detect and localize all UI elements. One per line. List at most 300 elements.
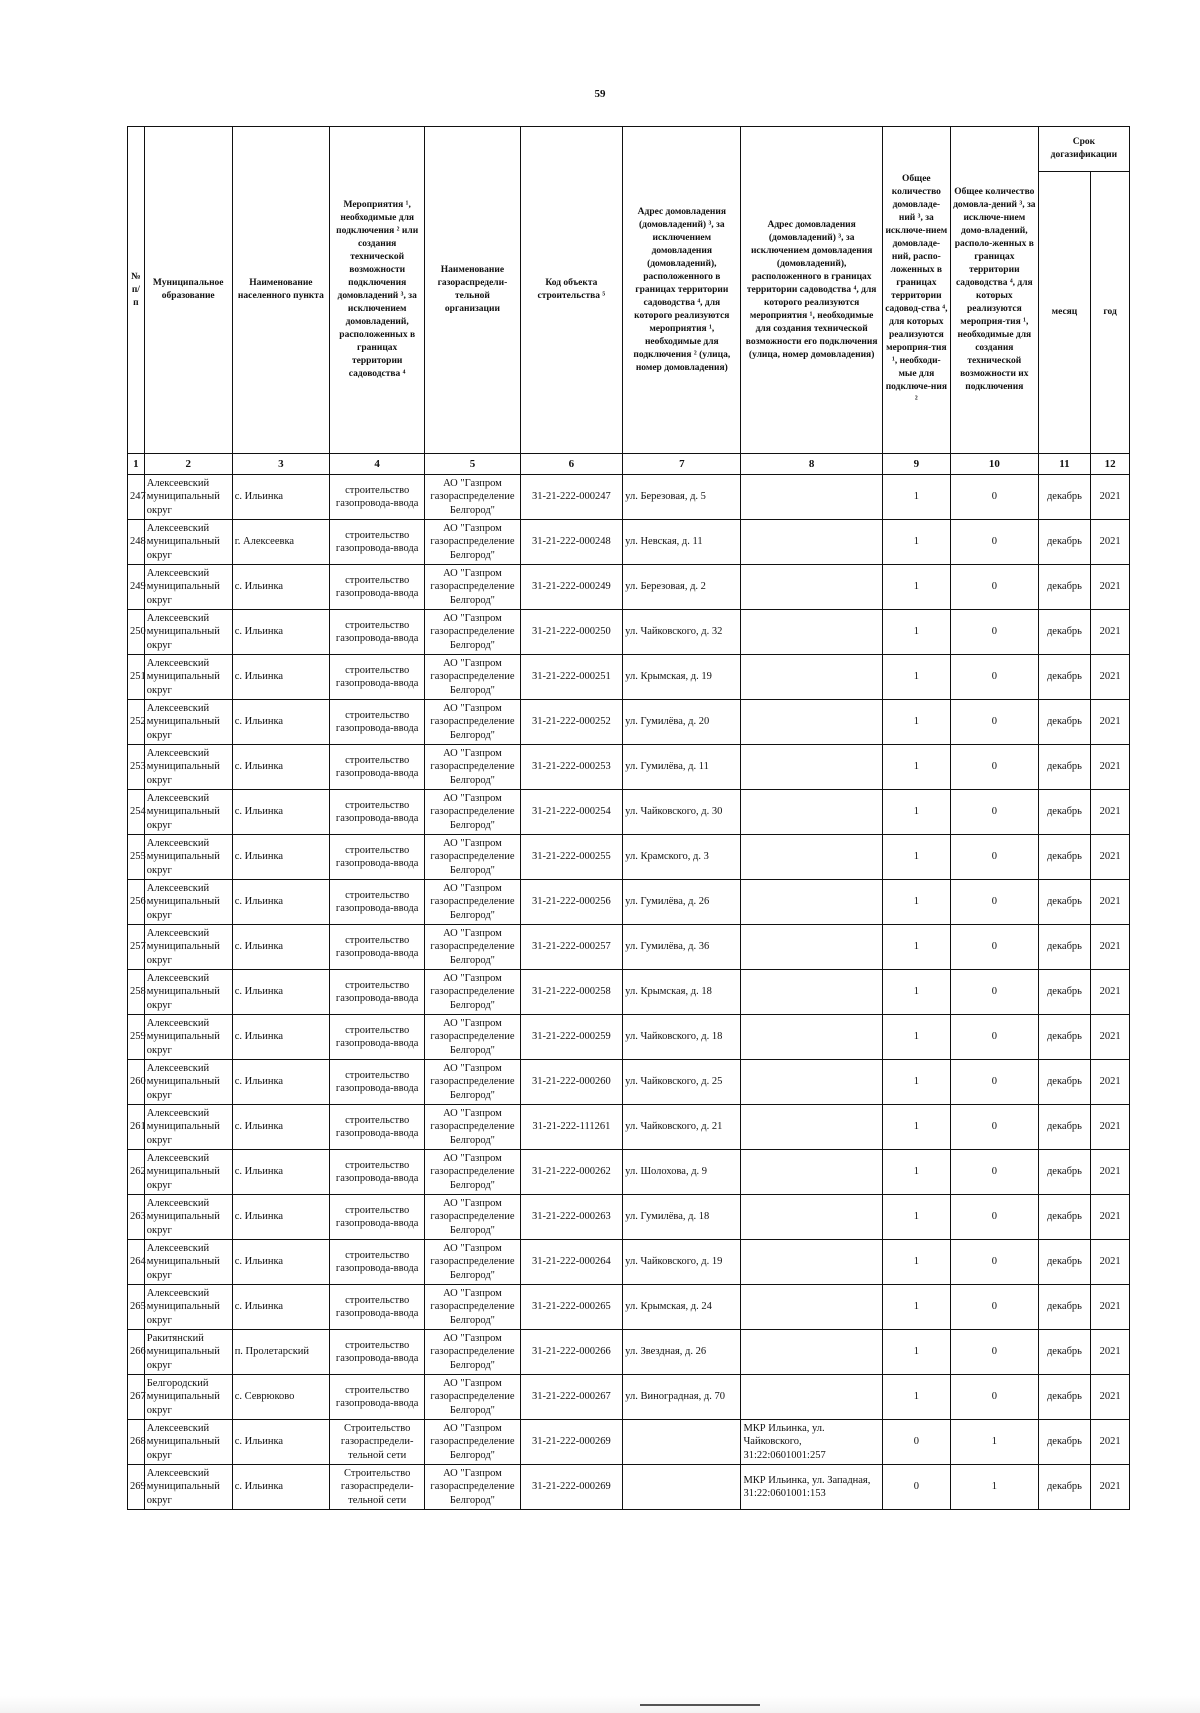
- table-row: [128, 1285, 1130, 1330]
- column-number: 3: [232, 454, 329, 475]
- row-count-connection: 1: [882, 565, 950, 610]
- row-number: 267: [128, 1375, 145, 1420]
- row-settlement: с. Ильинка: [232, 970, 329, 1015]
- row-municipality: Алексеевский муниципальный округ: [144, 790, 232, 835]
- row-event: строительство газопровода-ввода: [330, 1060, 425, 1105]
- row-settlement: с. Ильинка: [232, 790, 329, 835]
- row-address-connection: ул. Звездная, д. 26: [623, 1330, 741, 1375]
- row-organization: АО "Газпром газораспределение Белгород": [425, 1195, 520, 1240]
- row-object-code: 31-21-222-000247: [520, 475, 623, 520]
- row-event: строительство газопровода-ввода: [330, 565, 425, 610]
- row-count-capability: 0: [950, 745, 1038, 790]
- row-month: декабрь: [1038, 1060, 1090, 1105]
- row-organization: АО "Газпром газораспределение Белгород": [425, 880, 520, 925]
- row-object-code: 31-21-222-000253: [520, 745, 623, 790]
- row-month: декабрь: [1038, 745, 1090, 790]
- row-number: 255: [128, 835, 145, 880]
- row-month: декабрь: [1038, 700, 1090, 745]
- row-year: 2021: [1091, 700, 1130, 745]
- row-object-code: 31-21-222-000248: [520, 520, 623, 565]
- row-month: декабрь: [1038, 1015, 1090, 1060]
- row-event: строительство газопровода-ввода: [330, 925, 425, 970]
- row-municipality: Алексеевский муниципальный округ: [144, 745, 232, 790]
- row-month: декабрь: [1038, 1240, 1090, 1285]
- row-month: декабрь: [1038, 1150, 1090, 1195]
- row-number: 259: [128, 1015, 145, 1060]
- row-event: строительство газопровода-ввода: [330, 520, 425, 565]
- row-address-capability: МКР Ильинка, ул. Чайковского, 31:22:0601001:257: [741, 1420, 882, 1465]
- row-municipality: Ракитянский муниципальный округ: [144, 1330, 232, 1375]
- row-event: строительство газопровода-ввода: [330, 1195, 425, 1240]
- row-year: 2021: [1091, 880, 1130, 925]
- header-col-address-capability: Адрес домовладения (домовладений) ³, за исключением домовладения (домовладений), расположенного в границах территории садоводства ⁴, для которого реализуются мероприятия ¹, необходимые для создания технической возможности его подключения (улица, номер домовладения): [741, 127, 882, 454]
- row-count-capability: 0: [950, 835, 1038, 880]
- row-address-capability: [741, 700, 882, 745]
- row-organization: АО "Газпром газораспределение Белгород": [425, 1240, 520, 1285]
- header-col-count-capability: Общее количество домовла-дений ³, за исключе-нием домо-владений, располо-женных в границах территории садоводства ⁴, для которых реализуются мероприя-тия ¹, необходимые для создания технической возможности их подключения: [950, 127, 1038, 454]
- row-count-capability: 0: [950, 520, 1038, 565]
- row-organization: АО "Газпром газораспределение Белгород": [425, 700, 520, 745]
- row-count-capability: 0: [950, 565, 1038, 610]
- row-year: 2021: [1091, 1465, 1130, 1510]
- row-year: 2021: [1091, 475, 1130, 520]
- row-address-connection: [623, 1465, 741, 1510]
- row-count-capability: 0: [950, 1105, 1038, 1150]
- row-organization: АО "Газпром газораспределение Белгород": [425, 565, 520, 610]
- row-event: строительство газопровода-ввода: [330, 700, 425, 745]
- row-number: 269: [128, 1465, 145, 1510]
- row-municipality: Алексеевский муниципальный округ: [144, 970, 232, 1015]
- row-year: 2021: [1091, 745, 1130, 790]
- row-year: 2021: [1091, 1330, 1130, 1375]
- row-address-capability: [741, 1240, 882, 1285]
- table-row: [128, 1150, 1130, 1195]
- row-municipality: Алексеевский муниципальный округ: [144, 520, 232, 565]
- row-event: строительство газопровода-ввода: [330, 745, 425, 790]
- row-event: строительство газопровода-ввода: [330, 1375, 425, 1420]
- row-municipality: Алексеевский муниципальный округ: [144, 1465, 232, 1510]
- row-count-capability: 0: [950, 790, 1038, 835]
- column-number: 1: [128, 454, 145, 475]
- header-col-number: № п/п: [128, 127, 145, 454]
- row-settlement: г. Алексеевка: [232, 520, 329, 565]
- row-number: 252: [128, 700, 145, 745]
- row-count-connection: 1: [882, 1105, 950, 1150]
- row-count-connection: 1: [882, 925, 950, 970]
- row-municipality: Алексеевский муниципальный округ: [144, 610, 232, 655]
- row-organization: АО "Газпром газораспределение Белгород": [425, 655, 520, 700]
- header-col-year: год: [1091, 172, 1130, 454]
- row-object-code: 31-21-222-000265: [520, 1285, 623, 1330]
- row-address-connection: [623, 1420, 741, 1465]
- row-address-capability: [741, 745, 882, 790]
- row-address-capability: [741, 1060, 882, 1105]
- column-number: 2: [144, 454, 232, 475]
- row-event: строительство газопровода-ввода: [330, 610, 425, 655]
- row-number: 257: [128, 925, 145, 970]
- row-municipality: Алексеевский муниципальный округ: [144, 1105, 232, 1150]
- row-event: строительство газопровода-ввода: [330, 880, 425, 925]
- row-address-connection: ул. Гумилёва, д. 26: [623, 880, 741, 925]
- row-count-connection: 1: [882, 700, 950, 745]
- row-count-connection: 1: [882, 1375, 950, 1420]
- row-municipality: Алексеевский муниципальный округ: [144, 925, 232, 970]
- row-organization: АО "Газпром газораспределение Белгород": [425, 790, 520, 835]
- row-month: декабрь: [1038, 970, 1090, 1015]
- row-year: 2021: [1091, 1285, 1130, 1330]
- row-count-capability: 0: [950, 1240, 1038, 1285]
- row-month: декабрь: [1038, 565, 1090, 610]
- row-month: декабрь: [1038, 925, 1090, 970]
- row-event: Строительство газораспредели-тельной сети: [330, 1420, 425, 1465]
- row-object-code: 31-21-222-000259: [520, 1015, 623, 1060]
- row-address-capability: [741, 565, 882, 610]
- row-municipality: Алексеевский муниципальный округ: [144, 475, 232, 520]
- row-month: декабрь: [1038, 1420, 1090, 1465]
- row-address-connection: ул. Гумилёва, д. 20: [623, 700, 741, 745]
- row-object-code: 31-21-222-000266: [520, 1330, 623, 1375]
- row-organization: АО "Газпром газораспределение Белгород": [425, 1375, 520, 1420]
- row-object-code: 31-21-222-000249: [520, 565, 623, 610]
- row-number: 256: [128, 880, 145, 925]
- row-municipality: Алексеевский муниципальный округ: [144, 880, 232, 925]
- table-row: [128, 520, 1130, 565]
- row-count-capability: 0: [950, 610, 1038, 655]
- row-organization: АО "Газпром газораспределение Белгород": [425, 475, 520, 520]
- row-count-connection: 1: [882, 610, 950, 655]
- row-settlement: с. Ильинка: [232, 610, 329, 655]
- row-month: декабрь: [1038, 655, 1090, 700]
- row-municipality: Алексеевский муниципальный округ: [144, 1285, 232, 1330]
- row-count-connection: 1: [882, 1285, 950, 1330]
- row-number: 263: [128, 1195, 145, 1240]
- row-month: декабрь: [1038, 475, 1090, 520]
- row-municipality: Алексеевский муниципальный округ: [144, 700, 232, 745]
- row-address-connection: ул. Гумилёва, д. 18: [623, 1195, 741, 1240]
- row-event: строительство газопровода-ввода: [330, 970, 425, 1015]
- row-month: декабрь: [1038, 1195, 1090, 1240]
- row-number: 268: [128, 1420, 145, 1465]
- row-address-connection: ул. Березовая, д. 5: [623, 475, 741, 520]
- row-number: 250: [128, 610, 145, 655]
- row-municipality: Алексеевский муниципальный округ: [144, 1015, 232, 1060]
- gasification-table: [127, 126, 1130, 1510]
- row-object-code: 31-21-222-000250: [520, 610, 623, 655]
- header-col-event: Мероприятия ¹, необходимые для подключения ² или создания технической возможности подключения домовладений ³, за исключением домовладений, расположенных в границах территории садоводства ⁴: [330, 127, 425, 454]
- row-address-connection: ул. Чайковского, д. 21: [623, 1105, 741, 1150]
- row-object-code: 31-21-222-000251: [520, 655, 623, 700]
- column-number-row: [128, 454, 1130, 475]
- row-settlement: п. Пролетарский: [232, 1330, 329, 1375]
- row-address-connection: ул. Березовая, д. 2: [623, 565, 741, 610]
- row-settlement: с. Ильинка: [232, 1015, 329, 1060]
- row-settlement: с. Ильинка: [232, 1240, 329, 1285]
- row-event: строительство газопровода-ввода: [330, 1285, 425, 1330]
- page-number: 59: [594, 88, 606, 100]
- row-month: декабрь: [1038, 1330, 1090, 1375]
- table-row: [128, 1420, 1130, 1465]
- row-organization: АО "Газпром газораспределение Белгород": [425, 1465, 520, 1510]
- row-address-capability: [741, 1375, 882, 1420]
- row-number: 251: [128, 655, 145, 700]
- row-object-code: 31-21-222-000262: [520, 1150, 623, 1195]
- row-address-connection: ул. Чайковского, д. 18: [623, 1015, 741, 1060]
- row-number: 247: [128, 475, 145, 520]
- row-address-connection: ул. Чайковского, д. 30: [623, 790, 741, 835]
- row-event: строительство газопровода-ввода: [330, 1330, 425, 1375]
- row-address-connection: ул. Гумилёва, д. 36: [623, 925, 741, 970]
- column-number: 11: [1038, 454, 1090, 475]
- row-object-code: 31-21-222-000254: [520, 790, 623, 835]
- row-municipality: Алексеевский муниципальный округ: [144, 565, 232, 610]
- row-object-code: 31-21-222-000264: [520, 1240, 623, 1285]
- row-organization: АО "Газпром газораспределение Белгород": [425, 745, 520, 790]
- row-count-connection: 1: [882, 655, 950, 700]
- row-month: декабрь: [1038, 880, 1090, 925]
- row-number: 262: [128, 1150, 145, 1195]
- row-count-connection: 0: [882, 1465, 950, 1510]
- row-object-code: 31-21-222-000260: [520, 1060, 623, 1105]
- table-row: [128, 970, 1130, 1015]
- row-municipality: Алексеевский муниципальный округ: [144, 1195, 232, 1240]
- row-number: 258: [128, 970, 145, 1015]
- row-organization: АО "Газпром газораспределение Белгород": [425, 1105, 520, 1150]
- row-municipality: Алексеевский муниципальный округ: [144, 835, 232, 880]
- row-object-code: 31-21-222-000258: [520, 970, 623, 1015]
- row-event: строительство газопровода-ввода: [330, 655, 425, 700]
- row-settlement: с. Ильинка: [232, 1060, 329, 1105]
- row-settlement: с. Севрюково: [232, 1375, 329, 1420]
- row-object-code: 31-21-222-000255: [520, 835, 623, 880]
- row-year: 2021: [1091, 1060, 1130, 1105]
- row-year: 2021: [1091, 1420, 1130, 1465]
- table-row: [128, 655, 1130, 700]
- row-address-capability: [741, 790, 882, 835]
- column-number: 9: [882, 454, 950, 475]
- row-settlement: с. Ильинка: [232, 475, 329, 520]
- row-count-capability: 0: [950, 1330, 1038, 1375]
- column-number: 4: [330, 454, 425, 475]
- row-object-code: 31-21-222-000269: [520, 1420, 623, 1465]
- row-object-code: 31-21-222-111261: [520, 1105, 623, 1150]
- row-count-capability: 0: [950, 880, 1038, 925]
- row-count-connection: 1: [882, 880, 950, 925]
- row-object-code: 31-21-222-000256: [520, 880, 623, 925]
- row-count-capability: 0: [950, 1285, 1038, 1330]
- row-number: 265: [128, 1285, 145, 1330]
- row-organization: АО "Газпром газораспределение Белгород": [425, 925, 520, 970]
- row-object-code: 31-21-222-000263: [520, 1195, 623, 1240]
- row-object-code: 31-21-222-000252: [520, 700, 623, 745]
- row-municipality: Алексеевский муниципальный округ: [144, 1240, 232, 1285]
- row-address-capability: [741, 1195, 882, 1240]
- row-organization: АО "Газпром газораспределение Белгород": [425, 1420, 520, 1465]
- row-settlement: с. Ильинка: [232, 925, 329, 970]
- row-count-connection: 1: [882, 1240, 950, 1285]
- row-settlement: с. Ильинка: [232, 565, 329, 610]
- row-address-connection: ул. Шолохова, д. 9: [623, 1150, 741, 1195]
- row-year: 2021: [1091, 1240, 1130, 1285]
- row-address-capability: [741, 610, 882, 655]
- table-row: [128, 1105, 1130, 1150]
- row-address-connection: ул. Крымская, д. 24: [623, 1285, 741, 1330]
- row-count-connection: 1: [882, 475, 950, 520]
- row-address-capability: [741, 880, 882, 925]
- row-address-capability: [741, 925, 882, 970]
- table-row: [128, 475, 1130, 520]
- row-number: 266: [128, 1330, 145, 1375]
- row-address-connection: ул. Виноградная, д. 70: [623, 1375, 741, 1420]
- table-row: [128, 1330, 1130, 1375]
- row-count-capability: 0: [950, 970, 1038, 1015]
- row-settlement: с. Ильинка: [232, 745, 329, 790]
- row-organization: АО "Газпром газораспределение Белгород": [425, 610, 520, 655]
- row-count-capability: 0: [950, 1060, 1038, 1105]
- row-month: декабрь: [1038, 790, 1090, 835]
- header-col-organization: Наименование газораспредели-тельной организации: [425, 127, 520, 454]
- row-settlement: с. Ильинка: [232, 1195, 329, 1240]
- row-year: 2021: [1091, 970, 1130, 1015]
- table-row: [128, 1195, 1130, 1240]
- row-year: 2021: [1091, 835, 1130, 880]
- row-address-capability: [741, 1330, 882, 1375]
- row-settlement: с. Ильинка: [232, 1150, 329, 1195]
- row-month: декабрь: [1038, 610, 1090, 655]
- row-year: 2021: [1091, 790, 1130, 835]
- row-address-capability: [741, 835, 882, 880]
- row-number: 249: [128, 565, 145, 610]
- row-organization: АО "Газпром газораспределение Белгород": [425, 1330, 520, 1375]
- row-settlement: с. Ильинка: [232, 1420, 329, 1465]
- row-address-connection: ул. Чайковского, д. 32: [623, 610, 741, 655]
- row-month: декабрь: [1038, 1465, 1090, 1510]
- row-address-capability: [741, 970, 882, 1015]
- column-number: 8: [741, 454, 882, 475]
- row-event: строительство газопровода-ввода: [330, 475, 425, 520]
- row-address-capability: [741, 520, 882, 565]
- row-count-capability: 0: [950, 925, 1038, 970]
- row-address-connection: ул. Крымская, д. 18: [623, 970, 741, 1015]
- header-col-count-connection: Общее количество домовладе-ний ³, за исключе-нием домовладе-ний, распо-ложенных в границах территории садовод-ства ⁴, для которых реализуются мероприя-тия ¹, необходи-мые для подключе-ния ²: [882, 127, 950, 454]
- row-count-capability: 0: [950, 1150, 1038, 1195]
- column-number: 7: [623, 454, 741, 475]
- row-organization: АО "Газпром газораспределение Белгород": [425, 970, 520, 1015]
- row-address-connection: ул. Чайковского, д. 19: [623, 1240, 741, 1285]
- row-settlement: с. Ильинка: [232, 1465, 329, 1510]
- header-col-municipality: Муниципальное образование: [144, 127, 232, 454]
- table-row: [128, 1240, 1130, 1285]
- header-row-1: [128, 127, 1130, 172]
- table-row: [128, 700, 1130, 745]
- row-count-connection: 1: [882, 1060, 950, 1105]
- row-count-connection: 1: [882, 835, 950, 880]
- row-organization: АО "Газпром газораспределение Белгород": [425, 835, 520, 880]
- row-address-capability: [741, 1015, 882, 1060]
- row-organization: АО "Газпром газораспределение Белгород": [425, 1060, 520, 1105]
- row-count-connection: 1: [882, 790, 950, 835]
- row-address-connection: ул. Чайковского, д. 25: [623, 1060, 741, 1105]
- row-count-capability: 0: [950, 1375, 1038, 1420]
- row-municipality: Алексеевский муниципальный округ: [144, 1150, 232, 1195]
- header-col-settlement: Наименование населенного пункта: [232, 127, 329, 454]
- row-event: строительство газопровода-ввода: [330, 790, 425, 835]
- row-object-code: 31-21-222-000257: [520, 925, 623, 970]
- row-count-capability: 0: [950, 700, 1038, 745]
- table-row: [128, 925, 1130, 970]
- row-count-connection: 1: [882, 970, 950, 1015]
- row-year: 2021: [1091, 1195, 1130, 1240]
- table-row: [128, 1060, 1130, 1105]
- row-year: 2021: [1091, 1150, 1130, 1195]
- row-organization: АО "Газпром газораспределение Белгород": [425, 520, 520, 565]
- row-number: 261: [128, 1105, 145, 1150]
- table-row: [128, 1015, 1130, 1060]
- row-address-capability: [741, 655, 882, 700]
- table-row: [128, 790, 1130, 835]
- row-count-capability: 1: [950, 1420, 1038, 1465]
- scan-artifact-line: [640, 1704, 760, 1706]
- row-settlement: с. Ильинка: [232, 700, 329, 745]
- column-number: 5: [425, 454, 520, 475]
- table-row: [128, 880, 1130, 925]
- table-row: [128, 565, 1130, 610]
- row-municipality: Алексеевский муниципальный округ: [144, 1420, 232, 1465]
- table-row: [128, 1375, 1130, 1420]
- column-number: 12: [1091, 454, 1130, 475]
- row-count-connection: 1: [882, 1015, 950, 1060]
- row-address-capability: [741, 1150, 882, 1195]
- row-address-capability: МКР Ильинка, ул. Западная, 31:22:0601001:153: [741, 1465, 882, 1510]
- row-number: 248: [128, 520, 145, 565]
- row-settlement: с. Ильинка: [232, 655, 329, 700]
- row-count-connection: 0: [882, 1420, 950, 1465]
- row-year: 2021: [1091, 655, 1130, 700]
- row-number: 264: [128, 1240, 145, 1285]
- row-count-capability: 0: [950, 1195, 1038, 1240]
- row-address-connection: ул. Крымская, д. 19: [623, 655, 741, 700]
- row-event: строительство газопровода-ввода: [330, 1240, 425, 1285]
- table-row: [128, 835, 1130, 880]
- header-col-address-connection: Адрес домовладения (домовладений) ³, за исключением домовладения (домовладений), расположенного в границах территории садоводства ⁴, для которого реализуются мероприятия ¹, необходимые для подключения ² (улица, номер домовладения): [623, 127, 741, 454]
- row-year: 2021: [1091, 1015, 1130, 1060]
- row-organization: АО "Газпром газораспределение Белгород": [425, 1015, 520, 1060]
- row-count-connection: 1: [882, 1195, 950, 1240]
- row-month: декабрь: [1038, 1105, 1090, 1150]
- row-address-connection: ул. Крамского, д. 3: [623, 835, 741, 880]
- header-col-month: месяц: [1038, 172, 1090, 454]
- row-address-capability: [741, 1285, 882, 1330]
- row-count-connection: 1: [882, 1330, 950, 1375]
- row-settlement: с. Ильинка: [232, 1285, 329, 1330]
- row-settlement: с. Ильинка: [232, 835, 329, 880]
- row-number: 254: [128, 790, 145, 835]
- table-row: [128, 610, 1130, 655]
- row-count-connection: 1: [882, 1150, 950, 1195]
- row-count-capability: 0: [950, 475, 1038, 520]
- row-month: декабрь: [1038, 1375, 1090, 1420]
- row-year: 2021: [1091, 925, 1130, 970]
- row-month: декабрь: [1038, 835, 1090, 880]
- row-count-capability: 0: [950, 1015, 1038, 1060]
- row-address-connection: ул. Невская, д. 11: [623, 520, 741, 565]
- row-month: декабрь: [1038, 520, 1090, 565]
- column-number: 10: [950, 454, 1038, 475]
- row-month: декабрь: [1038, 1285, 1090, 1330]
- scan-bottom-edge: [0, 1696, 1200, 1713]
- row-year: 2021: [1091, 610, 1130, 655]
- row-year: 2021: [1091, 520, 1130, 565]
- row-count-connection: 1: [882, 520, 950, 565]
